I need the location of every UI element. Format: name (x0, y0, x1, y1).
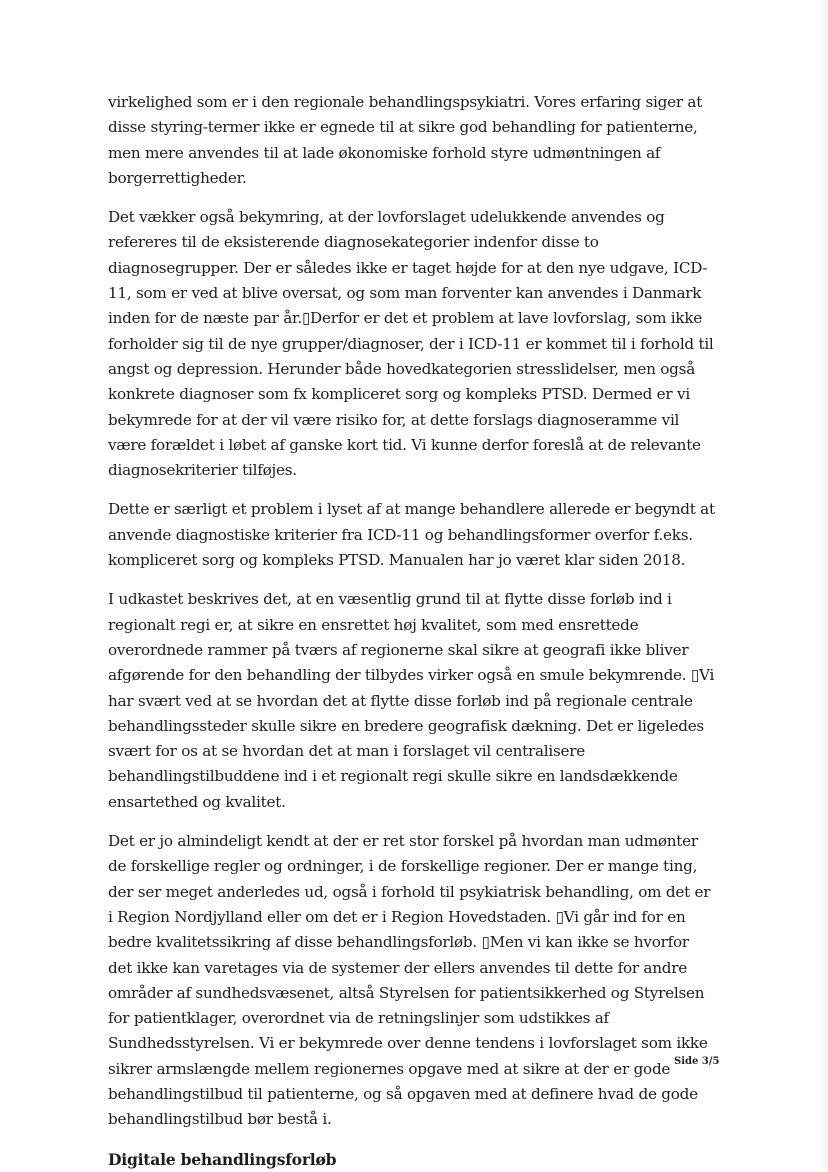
page-edge-shadow (818, 0, 828, 1169)
section-heading: Digitale behandlingsforløb (108, 1149, 337, 1169)
paragraph-1: virkelighed som er i den regionale behandlingspsykiatri. Vores erfaring siger at disse styring-termer ikke er egnede til at sikre god behandling for patienterne, men mere anvendes til at lade økonomiske forhold styre udmøntningen af borgerrettigheder. (108, 93, 703, 187)
document-body (108, 90, 716, 1172)
paragraph-4: I udkastet beskrives det, at en væsentlig grund til at flytte disse forløb ind i regionalt regi er, at sikre en ensrettet høj kvalitet, som med ensrettede overordnede rammer på tværs af regionerne skal sikre at geografi ikke bliver afgørende for den behandling der tilbydes virker også en smule bekymrende. ▯Vi har svært ved at se hvordan det at flytte disse forløb ind på regionale centrale behandlingssteder skulle sikre en bredere geografisk dækning. Det er ligeledes svært for os at se hvordan det at man i forslaget vil centralisere behandlingstilbuddene ind i et regionalt regi skulle sikre en landsdækkende ensartethed og kvalitet. (108, 590, 715, 811)
page-number: Side 3/5 (674, 1056, 720, 1067)
paragraph-3: Dette er særligt et problem i lyset af at mange behandlere allerede er begyndt at anvende diagnostiske kriterier fra ICD-11 og behandlingsformer overfor f.eks. kompliceret sorg og kompleks PTSD. Manualen har jo været klar siden 2018. (108, 500, 715, 570)
paragraph-2: Det vækker også bekymring, at der lovforslaget udelukkende anvendes og refereres til de eksisterende diagnosekategorier indenfor disse to diagnosegrupper. Der er således ikke er taget højde for at den nye udgave, ICD-11, som er ved at blive oversat, og som man forventer kan anvendes i Danmark inden for de næste par år.▯Derfor er det et problem at lave lovforslag, som ikke forholder sig til de nye grupper/diagnoser, der i ICD-11 er kommet til i forhold til angst og depression. Herunder både hovedkategorien stresslidelser, men også konkrete diagnoser som fx kompliceret sorg og kompleks PTSD. Dermed er vi bekymrede for at der vil være risiko for, at dette forslags diagnoseramme vil være forældet i løbet af ganske kort tid. Vi kunne derfor foreslå at de relevante diagnosekriterier tilføjes. (108, 208, 714, 480)
paragraph-5: Det er jo almindeligt kendt at der er ret stor forskel på hvordan man udmønter de forskellige regler og ordninger, i de forskellige regioner. Der er mange ting, der ser meget anderledes ud, også i forhold til psykiatrisk behandling, om det er i Region Nordjylland eller om det er i Region Hovedstaden. ▯Vi går ind for en bedre kvalitetssikring af disse behandlingsforløb. ▯Men vi kan ikke se hvorfor det ikke kan varetages via de systemer der ellers anvendes til dette for andre områder af sundhedsvæsenet, altså Styrelsen for patientsikkerhed og Styrelsen for patientklager, overordnet via de retningslinjer som udstikkes af Sundhedsstyrelsen. Vi er bekymrede over denne tendens i lovforslaget som ikke sikrer armslængde mellem regionernes opgave med at sikre at der er gode behandlingstilbud til patienterne, og så opgaven med at definere hvad de gode behandlingstilbud bør bestå i. (108, 832, 711, 1129)
